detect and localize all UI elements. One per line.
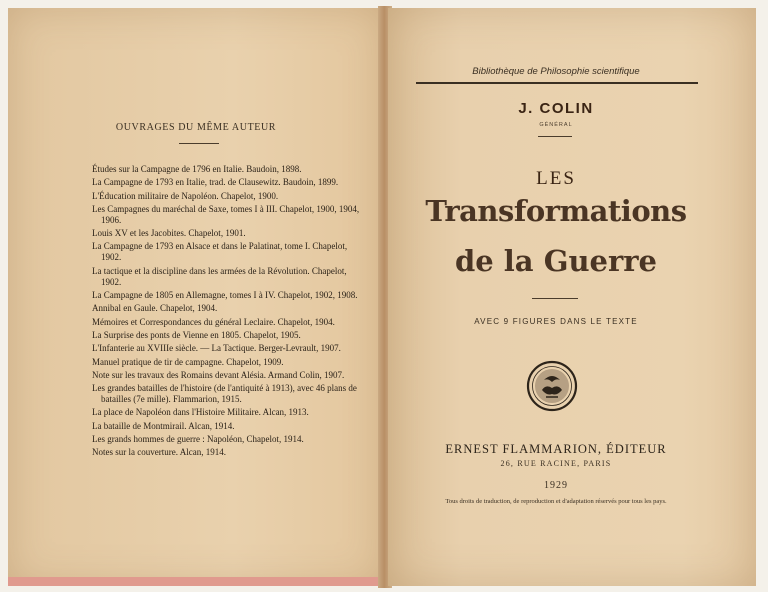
title-page xyxy=(388,8,756,586)
work-item: Manuel pratique de tir de campagne. Chapelot, 1909. xyxy=(92,356,284,367)
publication-year: 1929 xyxy=(544,480,568,491)
work-item: Les Campagnes du maréchal de Saxe, tomes I à III. Chapelot, 1900, 1904, 1906. xyxy=(92,203,360,225)
left-page xyxy=(8,8,384,586)
work-item: L'Infanterie au XVIIIe siècle. — La Tactique. Berger-Levrault, 1907. xyxy=(92,343,341,354)
work-item: Mémoires et Correspondances du général Leclaire. Chapelot, 1904. xyxy=(92,316,335,327)
work-item: Les grandes batailles de l'histoire (de l'antiquité à 1913), avec 46 plans de batailles (7e mille). Flammarion, 1915. xyxy=(92,383,357,405)
work-item: Note sur les travaux des Romains devant Alésia. Armand Colin, 1907. xyxy=(92,369,345,380)
work-item: Les grands hommes de guerre : Napoléon, Chapelot, 1914. xyxy=(92,434,304,445)
series-title: Bibliothèque de Philosophie scientifique xyxy=(472,66,640,77)
series-rule xyxy=(416,82,698,84)
work-item: La Campagne de 1805 en Allemagne, tomes I à IV. Chapelot, 1902, 1908. xyxy=(92,290,358,301)
work-item: La bataille de Montmirail. Alcan, 1914. xyxy=(92,420,235,431)
red-page-edge xyxy=(8,577,384,586)
works-heading: OUVRAGES DU MÊME AUTEUR xyxy=(115,122,277,133)
work-item: La place de Napoléon dans l'Histoire Militaire. Alcan, 1913. xyxy=(92,407,309,418)
work-item: La Campagne de 1793 en Italie, trad. de Clausewitz. Baudoin, 1899. xyxy=(92,177,339,188)
title-main: Transformations xyxy=(425,194,687,228)
figures-note: AVEC 9 FIGURES DANS LE TEXTE xyxy=(474,317,638,326)
work-item: La tactique et la discipline dans les armées de la Révolution. Chapelot, 1902. xyxy=(92,265,347,287)
work-item: L'Éducation militaire de Napoléon. Chapelot, 1900. xyxy=(92,190,279,201)
title-les: LES xyxy=(536,168,576,189)
title-rule xyxy=(532,298,578,299)
publisher-emblem-icon xyxy=(526,360,578,412)
publisher-address: 26, RUE RACINE, PARIS xyxy=(500,459,612,468)
author-name: J. COLIN xyxy=(518,100,594,117)
publisher-name: ERNEST FLAMMARION, ÉDITEUR xyxy=(445,442,667,456)
author-rule xyxy=(538,136,572,137)
rights-notice: Tous droits de traduction, de reproduction et d'adaptation réservés pour tous les pays. xyxy=(445,498,667,505)
work-item: Études sur la Campagne de 1796 en Italie. Baudoin, 1898. xyxy=(92,164,302,174)
heading-rule xyxy=(179,143,219,144)
author-rank: GÉNÉRAL xyxy=(539,122,573,128)
works-list xyxy=(92,164,364,461)
work-item: La Surprise des ponts de Vienne en 1805. Chapelot, 1905. xyxy=(92,329,301,340)
work-item: Louis XV et les Jacobites. Chapelot, 1901. xyxy=(92,228,246,239)
title-sub: de la Guerre xyxy=(454,244,658,278)
work-item: La Campagne de 1793 en Alsace et dans le Palatinat, tome I. Chapelot, 1902. xyxy=(92,241,348,263)
work-item: Notes sur la couverture. Alcan, 1914. xyxy=(92,447,226,458)
work-item: Annibal en Gaule. Chapelot, 1904. xyxy=(92,303,218,314)
